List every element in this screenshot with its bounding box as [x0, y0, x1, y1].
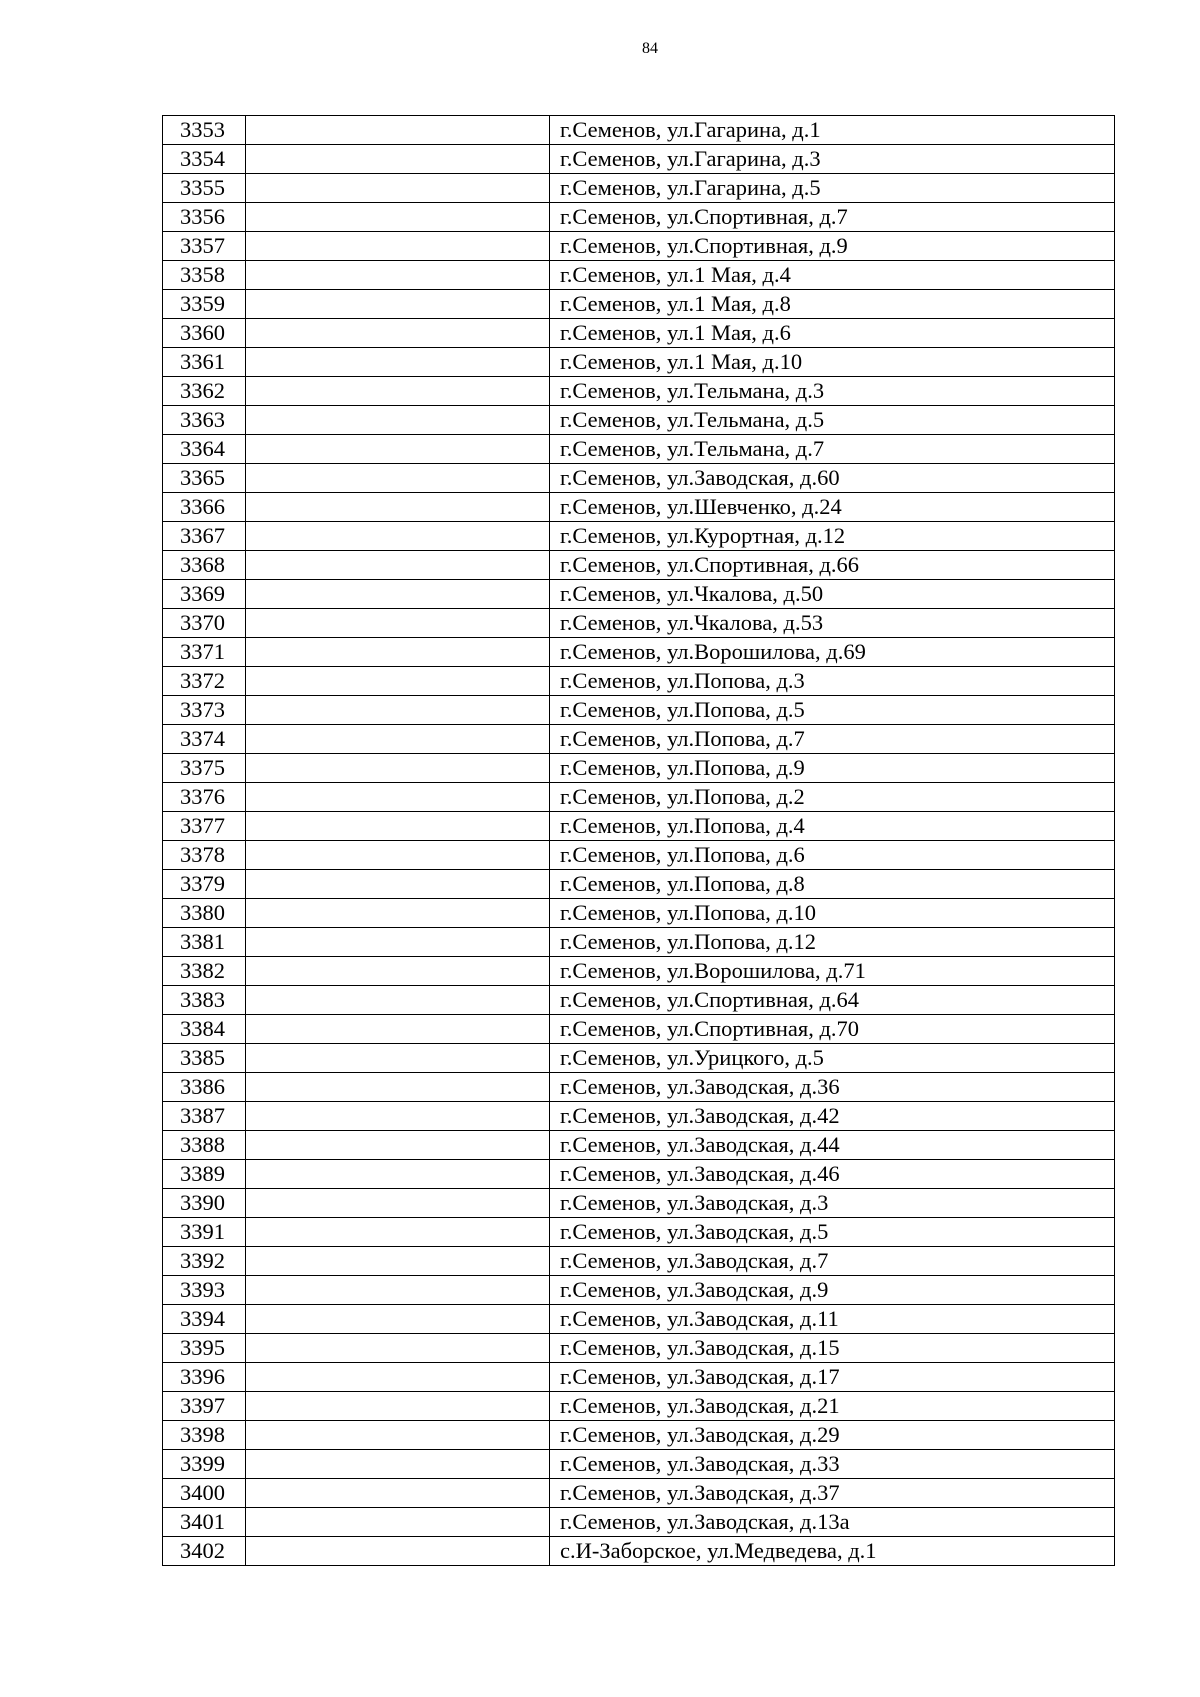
table-row	[163, 1102, 1115, 1131]
address-cell: г.Семенов, ул.Ворошилова, д.71	[550, 957, 1115, 986]
table-row	[163, 870, 1115, 899]
address-cell: г.Семенов, ул.Заводская, д.36	[550, 1073, 1115, 1102]
table-row	[163, 145, 1115, 174]
row-number-cell: 3356	[163, 203, 246, 232]
row-number-cell: 3375	[163, 754, 246, 783]
address-cell: г.Семенов, ул.1 Мая, д.6	[550, 319, 1115, 348]
table-row	[163, 493, 1115, 522]
empty-cell	[246, 667, 550, 696]
row-number-cell: 3360	[163, 319, 246, 348]
empty-cell	[246, 464, 550, 493]
table-row	[163, 928, 1115, 957]
row-number-cell: 3399	[163, 1450, 246, 1479]
empty-cell	[246, 319, 550, 348]
table-row	[163, 290, 1115, 319]
row-number-cell: 3355	[163, 174, 246, 203]
row-number-cell: 3400	[163, 1479, 246, 1508]
address-cell: г.Семенов, ул.Попова, д.3	[550, 667, 1115, 696]
table-row	[163, 319, 1115, 348]
row-number-cell: 3368	[163, 551, 246, 580]
row-number-cell: 3385	[163, 1044, 246, 1073]
table-row	[163, 348, 1115, 377]
table-row	[163, 261, 1115, 290]
address-cell: г.Семенов, ул.Заводская, д.29	[550, 1421, 1115, 1450]
empty-cell	[246, 580, 550, 609]
address-cell: г.Семенов, ул.Спортивная, д.64	[550, 986, 1115, 1015]
address-cell: г.Семенов, ул.Урицкого, д.5	[550, 1044, 1115, 1073]
table-row	[163, 1421, 1115, 1450]
address-cell: с.И-Заборское, ул.Медведева, д.1	[550, 1537, 1115, 1566]
table-row	[163, 696, 1115, 725]
address-cell: г.Семенов, ул.1 Мая, д.10	[550, 348, 1115, 377]
row-number-cell: 3361	[163, 348, 246, 377]
address-cell: г.Семенов, ул.Заводская, д.46	[550, 1160, 1115, 1189]
address-cell: г.Семенов, ул.Гагарина, д.5	[550, 174, 1115, 203]
table-row	[163, 957, 1115, 986]
row-number-cell: 3359	[163, 290, 246, 319]
address-cell: г.Семенов, ул.Заводская, д.42	[550, 1102, 1115, 1131]
row-number-cell: 3369	[163, 580, 246, 609]
empty-cell	[246, 1305, 550, 1334]
table-row	[163, 754, 1115, 783]
empty-cell	[246, 1392, 550, 1421]
address-cell: г.Семенов, ул.Попова, д.6	[550, 841, 1115, 870]
empty-cell	[246, 609, 550, 638]
address-cell: г.Семенов, ул.Попова, д.10	[550, 899, 1115, 928]
row-number-cell: 3377	[163, 812, 246, 841]
address-cell: г.Семенов, ул.Заводская, д.37	[550, 1479, 1115, 1508]
table-row	[163, 232, 1115, 261]
row-number-cell: 3367	[163, 522, 246, 551]
empty-cell	[246, 406, 550, 435]
address-cell: г.Семенов, ул.Заводская, д.11	[550, 1305, 1115, 1334]
table-row	[163, 377, 1115, 406]
row-number-cell: 3358	[163, 261, 246, 290]
row-number-cell: 3395	[163, 1334, 246, 1363]
table-row	[163, 464, 1115, 493]
row-number-cell: 3374	[163, 725, 246, 754]
empty-cell	[246, 1044, 550, 1073]
table-row	[163, 783, 1115, 812]
table-row	[163, 1334, 1115, 1363]
row-number-cell: 3380	[163, 899, 246, 928]
address-cell: г.Семенов, ул.Гагарина, д.3	[550, 145, 1115, 174]
row-number-cell: 3384	[163, 1015, 246, 1044]
address-cell: г.Семенов, ул.Заводская, д.9	[550, 1276, 1115, 1305]
address-cell: г.Семенов, ул.Заводская, д.13а	[550, 1508, 1115, 1537]
table-row	[163, 1479, 1115, 1508]
row-number-cell: 3357	[163, 232, 246, 261]
address-cell: г.Семенов, ул.Тельмана, д.5	[550, 406, 1115, 435]
empty-cell	[246, 638, 550, 667]
address-cell: г.Семенов, ул.Спортивная, д.70	[550, 1015, 1115, 1044]
address-cell: г.Семенов, ул.Попова, д.7	[550, 725, 1115, 754]
row-number-cell: 3373	[163, 696, 246, 725]
table-row	[163, 1160, 1115, 1189]
table-row	[163, 1015, 1115, 1044]
empty-cell	[246, 1015, 550, 1044]
table-row	[163, 580, 1115, 609]
address-cell: г.Семенов, ул.Спортивная, д.7	[550, 203, 1115, 232]
address-cell: г.Семенов, ул.Шевченко, д.24	[550, 493, 1115, 522]
row-number-cell: 3397	[163, 1392, 246, 1421]
row-number-cell: 3376	[163, 783, 246, 812]
row-number-cell: 3362	[163, 377, 246, 406]
empty-cell	[246, 783, 550, 812]
empty-cell	[246, 1131, 550, 1160]
address-cell: г.Семенов, ул.Спортивная, д.66	[550, 551, 1115, 580]
empty-cell	[246, 1334, 550, 1363]
empty-cell	[246, 377, 550, 406]
empty-cell	[246, 203, 550, 232]
address-cell: г.Семенов, ул.Попова, д.8	[550, 870, 1115, 899]
row-number-cell: 3382	[163, 957, 246, 986]
row-number-cell: 3394	[163, 1305, 246, 1334]
empty-cell	[246, 290, 550, 319]
empty-cell	[246, 435, 550, 464]
table-body	[163, 116, 1115, 1566]
empty-cell	[246, 754, 550, 783]
table-row	[163, 1508, 1115, 1537]
page-number: 84	[642, 40, 658, 57]
row-number-cell: 3390	[163, 1189, 246, 1218]
address-cell: г.Семенов, ул.Попова, д.4	[550, 812, 1115, 841]
empty-cell	[246, 174, 550, 203]
row-number-cell: 3398	[163, 1421, 246, 1450]
empty-cell	[246, 1276, 550, 1305]
empty-cell	[246, 493, 550, 522]
empty-cell	[246, 1247, 550, 1276]
row-number-cell: 3381	[163, 928, 246, 957]
empty-cell	[246, 870, 550, 899]
empty-cell	[246, 986, 550, 1015]
address-cell: г.Семенов, ул.Заводская, д.44	[550, 1131, 1115, 1160]
address-cell: г.Семенов, ул.Заводская, д.33	[550, 1450, 1115, 1479]
address-table	[162, 115, 1115, 1566]
empty-cell	[246, 1160, 550, 1189]
table-row	[163, 638, 1115, 667]
table-row	[163, 1276, 1115, 1305]
empty-cell	[246, 725, 550, 754]
address-cell: г.Семенов, ул.1 Мая, д.8	[550, 290, 1115, 319]
row-number-cell: 3383	[163, 986, 246, 1015]
row-number-cell: 3392	[163, 1247, 246, 1276]
row-number-cell: 3393	[163, 1276, 246, 1305]
empty-cell	[246, 1189, 550, 1218]
row-number-cell: 3353	[163, 116, 246, 145]
table-row	[163, 1131, 1115, 1160]
empty-cell	[246, 928, 550, 957]
row-number-cell: 3387	[163, 1102, 246, 1131]
empty-cell	[246, 261, 550, 290]
row-number-cell: 3386	[163, 1073, 246, 1102]
empty-cell	[246, 1479, 550, 1508]
empty-cell	[246, 551, 550, 580]
row-number-cell: 3401	[163, 1508, 246, 1537]
table-row	[163, 203, 1115, 232]
address-cell: г.Семенов, ул.1 Мая, д.4	[550, 261, 1115, 290]
row-number-cell: 3396	[163, 1363, 246, 1392]
empty-cell	[246, 1421, 550, 1450]
table-row	[163, 609, 1115, 638]
table-row	[163, 116, 1115, 145]
table-row	[163, 841, 1115, 870]
table-row	[163, 406, 1115, 435]
address-cell: г.Семенов, ул.Заводская, д.3	[550, 1189, 1115, 1218]
empty-cell	[246, 812, 550, 841]
table-row	[163, 174, 1115, 203]
empty-cell	[246, 1102, 550, 1131]
address-cell: г.Семенов, ул.Заводская, д.60	[550, 464, 1115, 493]
row-number-cell: 3372	[163, 667, 246, 696]
empty-cell	[246, 1508, 550, 1537]
table-row	[163, 725, 1115, 754]
table-row	[163, 1392, 1115, 1421]
row-number-cell: 3379	[163, 870, 246, 899]
row-number-cell: 3389	[163, 1160, 246, 1189]
address-cell: г.Семенов, ул.Ворошилова, д.69	[550, 638, 1115, 667]
table-row	[163, 522, 1115, 551]
empty-cell	[246, 1537, 550, 1566]
row-number-cell: 3364	[163, 435, 246, 464]
empty-cell	[246, 1218, 550, 1247]
empty-cell	[246, 957, 550, 986]
table-row	[163, 1537, 1115, 1566]
empty-cell	[246, 1450, 550, 1479]
row-number-cell: 3388	[163, 1131, 246, 1160]
table-row	[163, 435, 1115, 464]
address-cell: г.Семенов, ул.Заводская, д.15	[550, 1334, 1115, 1363]
table-row	[163, 667, 1115, 696]
empty-cell	[246, 1073, 550, 1102]
address-cell: г.Семенов, ул.Заводская, д.17	[550, 1363, 1115, 1392]
table-row	[163, 551, 1115, 580]
table-row	[163, 1044, 1115, 1073]
address-cell: г.Семенов, ул.Попова, д.12	[550, 928, 1115, 957]
table-row	[163, 812, 1115, 841]
address-cell: г.Семенов, ул.Курортная, д.12	[550, 522, 1115, 551]
address-cell: г.Семенов, ул.Тельмана, д.3	[550, 377, 1115, 406]
address-cell: г.Семенов, ул.Заводская, д.5	[550, 1218, 1115, 1247]
empty-cell	[246, 522, 550, 551]
row-number-cell: 3378	[163, 841, 246, 870]
address-cell: г.Семенов, ул.Попова, д.9	[550, 754, 1115, 783]
table-row	[163, 1247, 1115, 1276]
empty-cell	[246, 232, 550, 261]
table-row	[163, 1073, 1115, 1102]
empty-cell	[246, 116, 550, 145]
address-cell: г.Семенов, ул.Попова, д.5	[550, 696, 1115, 725]
address-cell: г.Семенов, ул.Заводская, д.7	[550, 1247, 1115, 1276]
table-row	[163, 1189, 1115, 1218]
address-cell: г.Семенов, ул.Попова, д.2	[550, 783, 1115, 812]
address-cell: г.Семенов, ул.Чкалова, д.50	[550, 580, 1115, 609]
row-number-cell: 3363	[163, 406, 246, 435]
address-cell: г.Семенов, ул.Чкалова, д.53	[550, 609, 1115, 638]
empty-cell	[246, 696, 550, 725]
row-number-cell: 3402	[163, 1537, 246, 1566]
row-number-cell: 3365	[163, 464, 246, 493]
empty-cell	[246, 145, 550, 174]
empty-cell	[246, 1363, 550, 1392]
address-cell: г.Семенов, ул.Спортивная, д.9	[550, 232, 1115, 261]
table-row	[163, 986, 1115, 1015]
row-number-cell: 3366	[163, 493, 246, 522]
row-number-cell: 3354	[163, 145, 246, 174]
empty-cell	[246, 899, 550, 928]
address-cell: г.Семенов, ул.Тельмана, д.7	[550, 435, 1115, 464]
empty-cell	[246, 841, 550, 870]
table-row	[163, 1305, 1115, 1334]
address-cell: г.Семенов, ул.Гагарина, д.1	[550, 116, 1115, 145]
table-row	[163, 1218, 1115, 1247]
table-row	[163, 1363, 1115, 1392]
table-row	[163, 1450, 1115, 1479]
row-number-cell: 3391	[163, 1218, 246, 1247]
empty-cell	[246, 348, 550, 377]
row-number-cell: 3371	[163, 638, 246, 667]
row-number-cell: 3370	[163, 609, 246, 638]
table-row	[163, 899, 1115, 928]
address-cell: г.Семенов, ул.Заводская, д.21	[550, 1392, 1115, 1421]
